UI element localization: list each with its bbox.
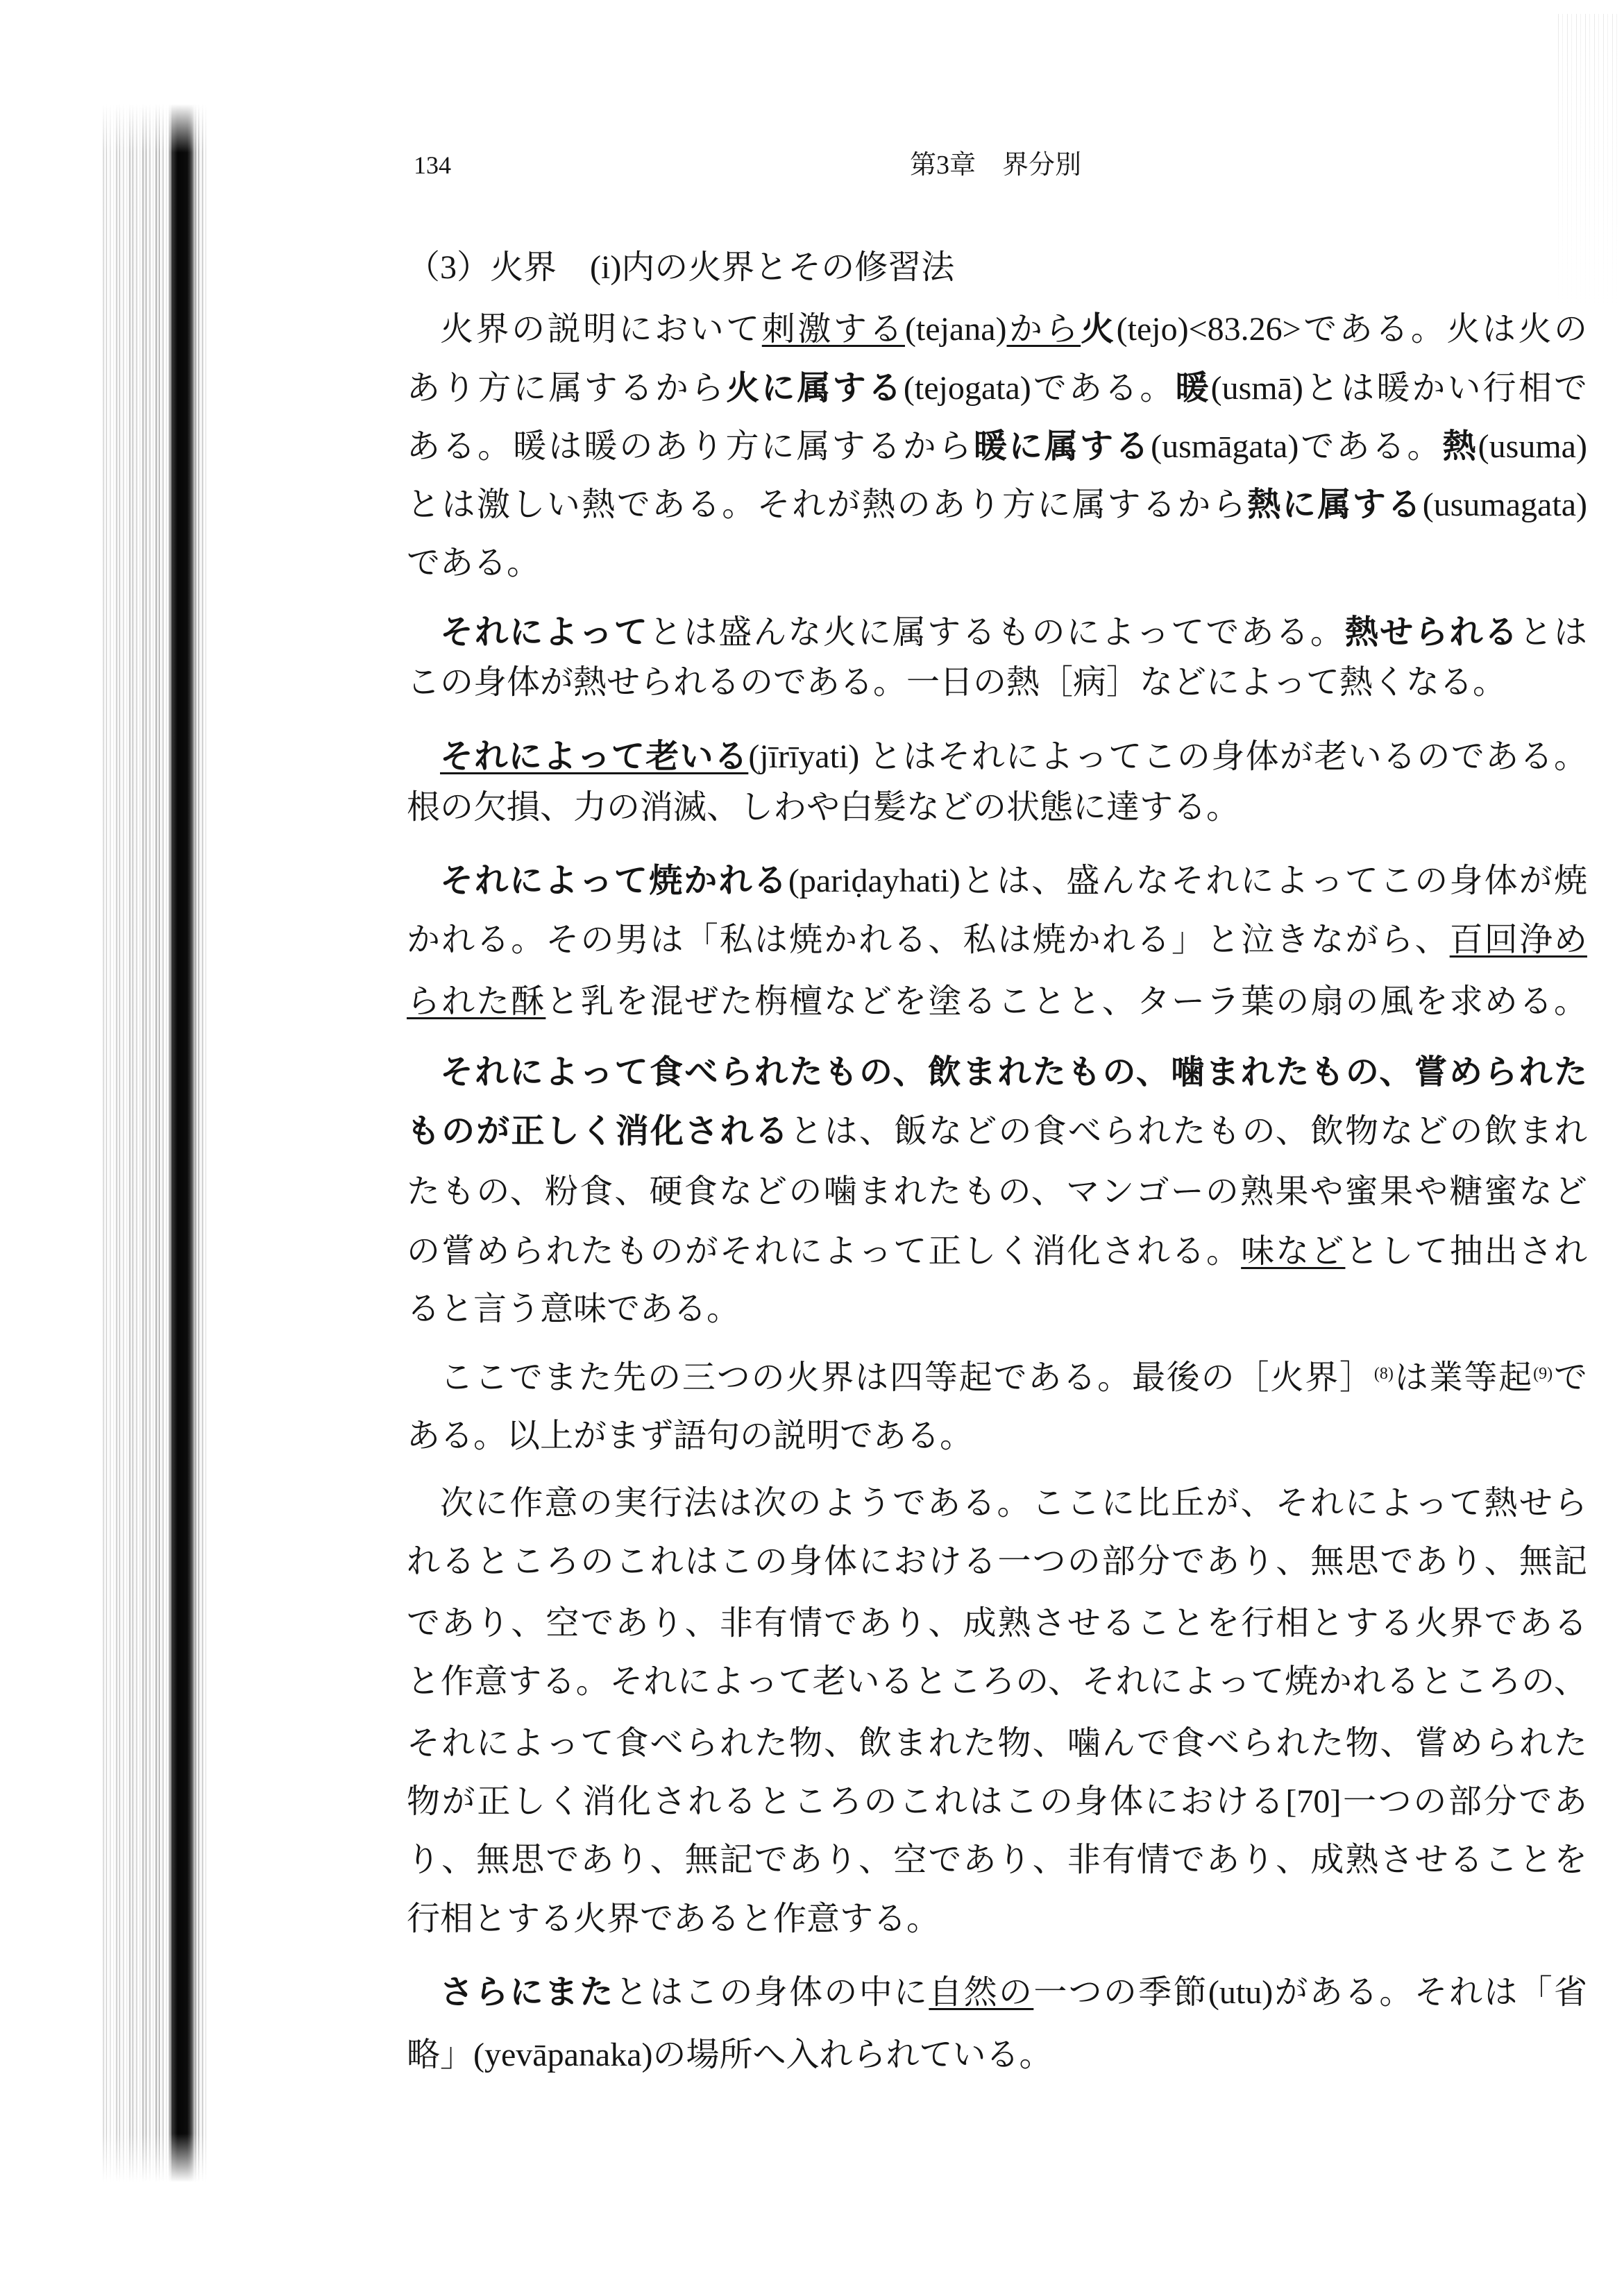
text-run: (tejogata)である。 [903,370,1176,407]
text-run: として抽出され [1345,1233,1587,1270]
bold-term: 熱 [1442,427,1478,466]
text-line [407,1229,1587,1275]
underlined-phrase: 味など [1241,1233,1346,1270]
text-run: である。 [407,545,541,581]
underlined-phrase: 自然の [929,1974,1034,2011]
text-run: ると言う意味である。 [407,1291,741,1327]
text-run: であり、空であり、非有情であり、成熟させることを行相とする火界である [407,1605,1587,1642]
text-run: 根の欠損、力の消滅、しわや白髪などの状態に達する。 [407,789,1240,826]
underlined-phrase: られた酥 [407,983,546,1020]
text-run: とは激しい熱である。それが熱のあり方に属するから [407,486,1248,523]
text-line [407,541,1587,586]
text-line [440,306,1587,352]
text-line [440,609,1587,655]
text-line [440,858,1587,903]
text-run: (pariḍayhati)とは、盛んなそれによってこの身体が焼 [788,862,1587,899]
text-line [407,1539,1587,1585]
text-line [407,979,1587,1025]
text-run: この身体が熱せられるのである。一日の熱［病］などによって熱くなる。 [407,664,1507,701]
page-number: 134 [414,151,451,179]
bold-term: 暖に属する [973,427,1151,466]
text-run: 行相とする火界であると作意する。 [407,1900,940,1937]
bold-term: それによって [440,613,649,652]
underlined-phrase: 百回浄め [1449,921,1587,958]
text-line [407,1837,1587,1883]
text-run: (tejana) [904,311,1007,348]
text-line [407,1896,1587,1942]
running-header: 第3章 界分別 [910,151,1082,180]
text-run: 一つの季節(utu)がある。それは「省 [1033,1974,1587,2011]
text-run: とは盛んな火に属するものによってである。 [648,614,1346,651]
text-run: とはこの身体の中に [614,1974,929,2011]
text-line [440,1355,1587,1401]
text-line [407,423,1587,469]
text-run: たもの、粉食、硬食などの噛まれたもの、マンゴーの熟果や蜜果や糖蜜など [407,1173,1587,1210]
text-line [407,1286,1587,1332]
text-line [440,733,1587,779]
bold-term: 熱に属する [1247,485,1423,524]
text-run: (usumagata) [1422,486,1587,523]
bold-term: さらにまた [440,1973,615,2012]
bold-term: それによって食べられたもの、飲まれたもの、噛まれたもの、嘗められた [440,1053,1587,1091]
section-heading: （3）火界 (i)内の火界とその修習法 [407,249,955,286]
text-line [407,917,1587,963]
text-run: とは、飯などの食べられたもの、飲物などの飲まれ [789,1113,1587,1150]
text-run: と乳を混ぜた栴檀などを塗ることと、ターラ葉の扇の風を求める。 [545,983,1587,1020]
text-line [407,785,1587,831]
bold-term: それによって焼かれる [440,861,788,900]
text-run: (jīrīyati) とはそれによってこの身体が老いるのである。 [748,738,1587,775]
text-run: ある。暖は暖のあり方に属するから [407,428,974,465]
text-run: ある。以上がまず語句の説明である。 [407,1418,974,1454]
text-line [407,2032,1587,2078]
text-run: (usuma) [1478,428,1587,465]
bold-term: ものが正しく消化される [407,1112,790,1150]
text-line [440,1481,1587,1527]
text-line [407,365,1587,411]
text-line [407,1779,1587,1825]
text-run: と作意する。それによって老いるところの、それによって焼かれるところの、 [407,1663,1587,1700]
text-run: の嘗められたものがそれによって正しく消化される。 [407,1233,1242,1270]
text-run: は業等起 [1393,1359,1534,1396]
text-run: 火界の説明において [440,311,762,348]
text-line [407,1413,1587,1459]
binding-shadow [103,104,207,2182]
text-line [407,1601,1587,1647]
text-line [440,1969,1587,2015]
text-run: かれる。その男は「私は焼かれる、私は焼かれる」と泣きながら、 [407,921,1450,958]
text-run: (tejo)<83.26>である。火は火の [1116,311,1587,348]
underlined-phrase: 刺激する [761,311,905,348]
bold-term: 暖 [1175,368,1211,407]
text-run: 物が正しく消化されるところのこれはこの身体における[70]一つの部分であ [407,1783,1587,1820]
bold-underlined-term: それによって老いる [440,737,749,776]
text-line [407,660,1587,706]
text-run: とは [1519,614,1587,651]
text-run: (usmā)とは暖かい行相で [1210,370,1587,407]
text-line [407,1659,1587,1705]
text-run: (usmāgata)である。 [1151,428,1443,465]
text-run: 次に作意の実行法は次のようである。ここに比丘が、それによって熱せら [440,1485,1587,1522]
footnote-marker: (8) [1373,1365,1394,1383]
text-line [407,1721,1587,1767]
text-run: 略」(yevāpanaka)の場所へ入れられている。 [407,2036,1053,2073]
bold-term: 熱せられる [1345,613,1519,652]
text-line [407,1108,1587,1154]
underlined-phrase: から [1006,311,1081,348]
bold-term: 火 [1081,309,1117,348]
text-run: り、無思であり、無記であり、空であり、非有情であり、成熟させることを [407,1842,1587,1878]
text-run: れるところのこれはこの身体における一つの部分であり、無思であり、無記 [407,1543,1587,1580]
text-run: で [1553,1359,1587,1396]
footnote-marker: (9) [1533,1365,1553,1383]
text-line [407,1169,1587,1215]
bold-term: 火に属する [726,368,904,407]
text-line [440,1049,1587,1095]
text-run: あり方に属するから [407,370,727,407]
text-run: ここでまた先の三つの火界は四等起である。最後の［火界］ [440,1359,1374,1396]
text-run: それによって食べられた物、飲まれた物、噛んで食べられた物、嘗められた [407,1725,1587,1762]
text-line [407,482,1587,527]
